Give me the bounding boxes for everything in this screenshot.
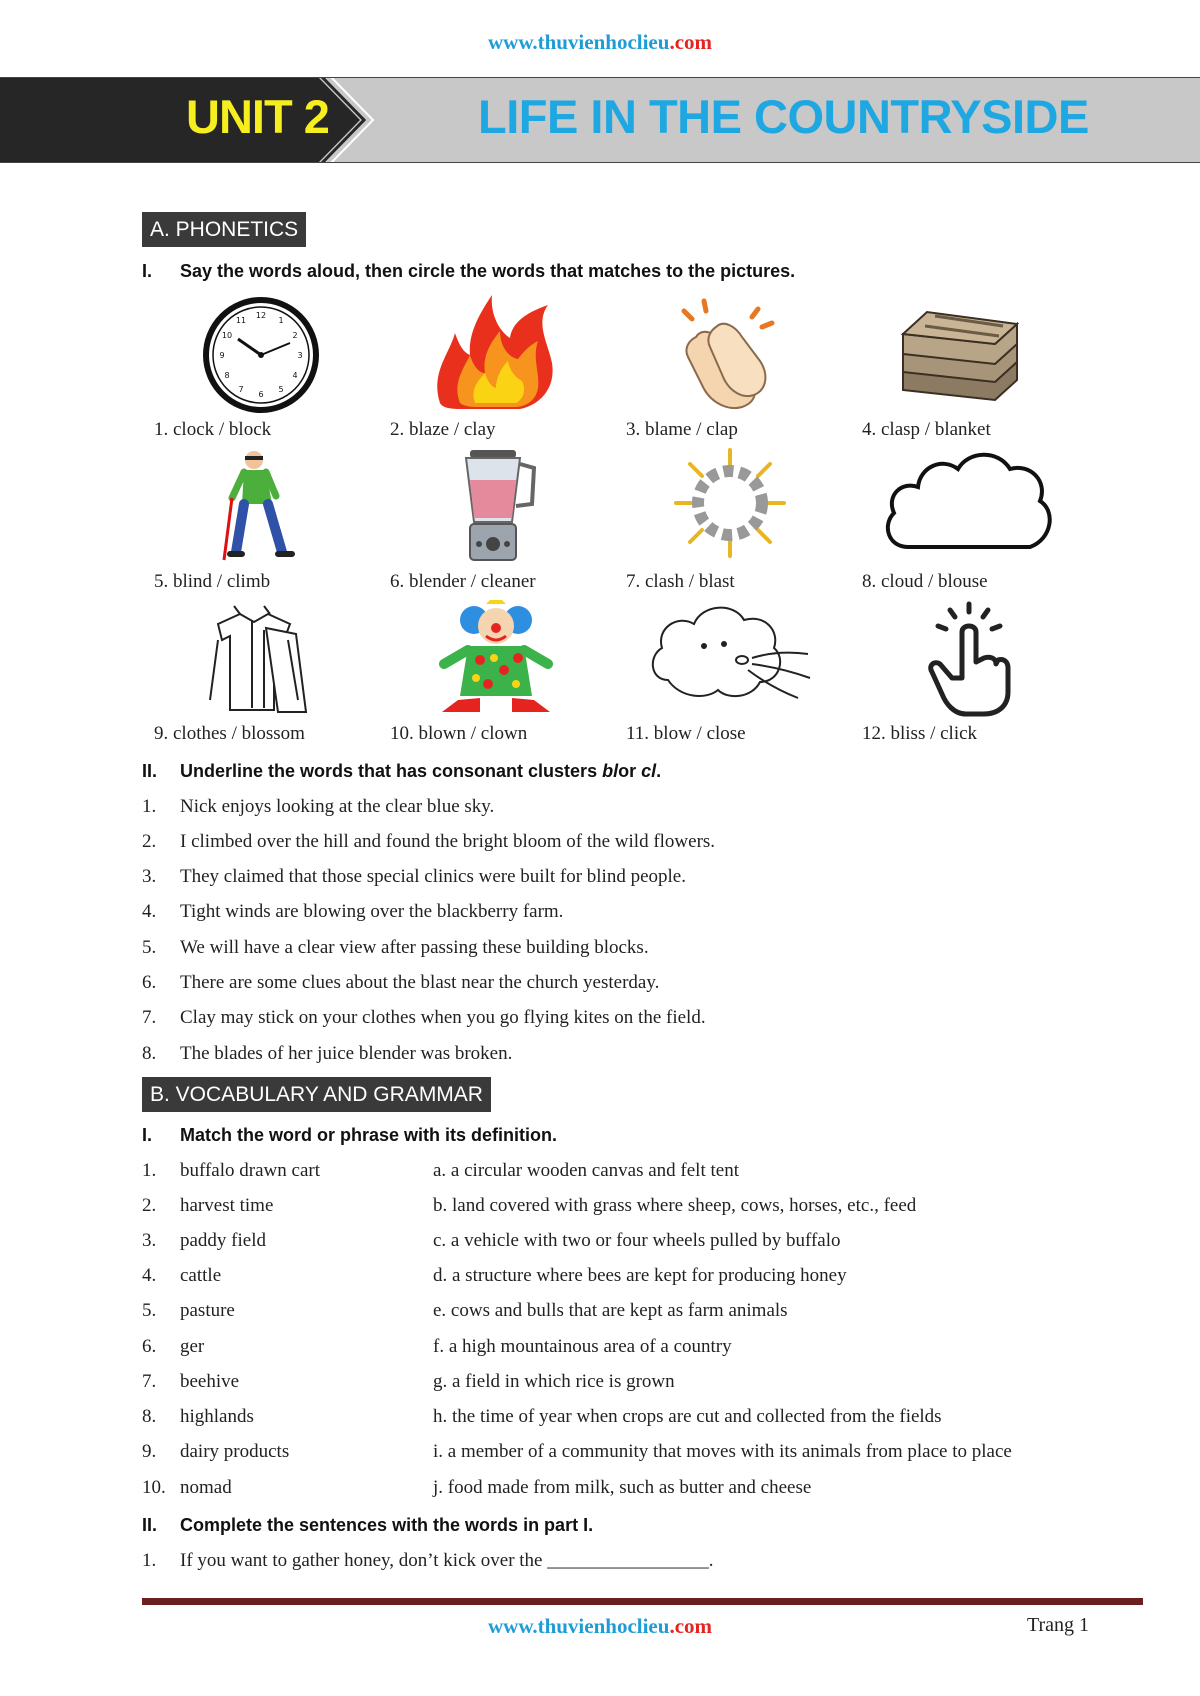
sentence-line: 1. Nick enjoys looking at the clear blue sky. — [142, 796, 495, 817]
match-word: 8. highlands — [142, 1406, 254, 1427]
svg-text:2: 2 — [292, 331, 298, 340]
sentence-line: 5. We will have a clear view after passing these building blocks. — [142, 937, 649, 958]
match-word: 3. paddy field — [142, 1230, 267, 1251]
svg-text:10: 10 — [221, 331, 233, 340]
wind-blowing-icon — [648, 600, 816, 710]
page-number: Trang 1 — [1027, 1614, 1090, 1636]
picture-caption: 1. clock / block — [154, 419, 272, 440]
phonetics-part-1-heading: I. Say the words aloud, then circle the words that matches to the pictures. — [142, 261, 796, 281]
sentence-line: 2. I climbed over the hill and found the bright bloom of the wild flowers. — [142, 831, 716, 852]
match-definition: d. a structure where bees are kept for producing honey — [433, 1265, 847, 1286]
svg-text:3: 3 — [297, 351, 303, 360]
match-definition: b. land covered with grass where sheep, cows, horses, etc., feed — [433, 1195, 917, 1216]
blanket-icon — [895, 300, 1025, 404]
section-b-tag: B. VOCABULARY AND GRAMMAR — [142, 1077, 491, 1112]
vocabulary-part-2-heading: II. Complete the sentences with the words in part I. — [142, 1515, 594, 1535]
match-word: 10. nomad — [142, 1477, 232, 1498]
picture-caption: 10. blown / clown — [390, 723, 528, 744]
sentence-line: 4. Tight winds are blowing over the blackberry farm. — [142, 901, 564, 922]
picture-caption: 4. clasp / blanket — [862, 419, 991, 440]
picture-caption: 2. blaze / clay — [390, 419, 496, 440]
svg-text:4: 4 — [292, 371, 298, 380]
svg-text:6: 6 — [258, 390, 264, 399]
match-definition: j. food made from milk, such as butter and cheese — [433, 1477, 812, 1498]
sentence-line: 6. There are some clues about the blast near the church yesterday. — [142, 972, 660, 993]
match-definition: f. a high mountainous area of a country — [433, 1336, 732, 1357]
clown-icon — [432, 600, 560, 718]
sentence-line: 1. If you want to gather honey, don’t kick over the _________________. — [142, 1550, 714, 1571]
sentence-line: 7. Clay may stick on your clothes when you go flying kites on the field. — [142, 1007, 706, 1028]
match-definition: g. a field in which rice is grown — [433, 1371, 675, 1392]
match-word: 5. pasture — [142, 1300, 235, 1321]
svg-text:11: 11 — [235, 316, 247, 325]
picture-caption: 12. bliss / click — [862, 723, 978, 744]
svg-text:5: 5 — [278, 385, 284, 394]
svg-text:1: 1 — [278, 316, 284, 325]
picture-caption: 9. clothes / blossom — [154, 723, 305, 744]
match-definition: i. a member of a community that moves with its animals from place to place — [433, 1441, 1012, 1462]
picture-caption: 6. blender / cleaner — [390, 571, 536, 592]
match-word: 7. beehive — [142, 1371, 240, 1392]
section-a-tag: A. PHONETICS — [142, 212, 306, 247]
blender-icon — [448, 446, 544, 564]
explosion-icon — [672, 446, 788, 560]
picture-caption: 8. cloud / blouse — [862, 571, 988, 592]
header-site-link[interactable]: www.thuvienhoclieu.com — [487, 30, 713, 54]
vocabulary-part-1-heading: I. Match the word or phrase with its definition. — [142, 1125, 558, 1145]
svg-text:8: 8 — [224, 371, 230, 380]
footer-divider — [142, 1598, 1143, 1605]
finger-click-icon — [926, 600, 1012, 718]
clapping-hands-icon — [676, 297, 786, 411]
picture-caption: 5. blind / climb — [154, 571, 271, 592]
svg-text:9: 9 — [219, 351, 225, 360]
svg-text:7: 7 — [238, 385, 244, 394]
match-word: 9. dairy products — [142, 1441, 290, 1462]
sentence-line: 3. They claimed that those special clinics were built for blind people. — [142, 866, 686, 887]
match-definition: e. cows and bulls that are kept as farm animals — [433, 1300, 788, 1321]
blind-man-icon — [222, 448, 302, 562]
match-word: 4. cattle — [142, 1265, 222, 1286]
sentence-line: 8. The blades of her juice blender was broken. — [142, 1043, 513, 1064]
match-word: 6. ger — [142, 1336, 205, 1357]
phonetics-part-2-heading: II. Underline the words that has consonant clusters blor cl. — [142, 761, 662, 781]
cloud-icon — [880, 447, 1056, 559]
match-definition: c. a vehicle with two or four wheels pulled by buffalo — [433, 1230, 841, 1251]
picture-caption: 3. blame / clap — [626, 419, 738, 440]
fire-icon — [430, 293, 562, 413]
clothes-icon — [204, 600, 316, 718]
match-definition: h. the time of year when crops are cut and collected from the fields — [433, 1406, 942, 1427]
svg-text:12: 12 — [255, 311, 267, 320]
unit-number: UNIT 2 — [186, 90, 329, 143]
picture-caption: 7. clash / blast — [626, 571, 735, 592]
unit-topic: LIFE IN THE COUNTRYSIDE — [478, 90, 1089, 143]
picture-caption: 11. blow / close — [626, 723, 746, 744]
match-definition: a. a circular wooden canvas and felt tent — [433, 1160, 739, 1181]
footer-site-link[interactable]: www.thuvienhoclieu.com — [487, 1614, 713, 1638]
clock-icon — [198, 296, 324, 414]
match-word: 1. buffalo drawn cart — [142, 1160, 320, 1181]
match-word: 2. harvest time — [142, 1195, 274, 1216]
